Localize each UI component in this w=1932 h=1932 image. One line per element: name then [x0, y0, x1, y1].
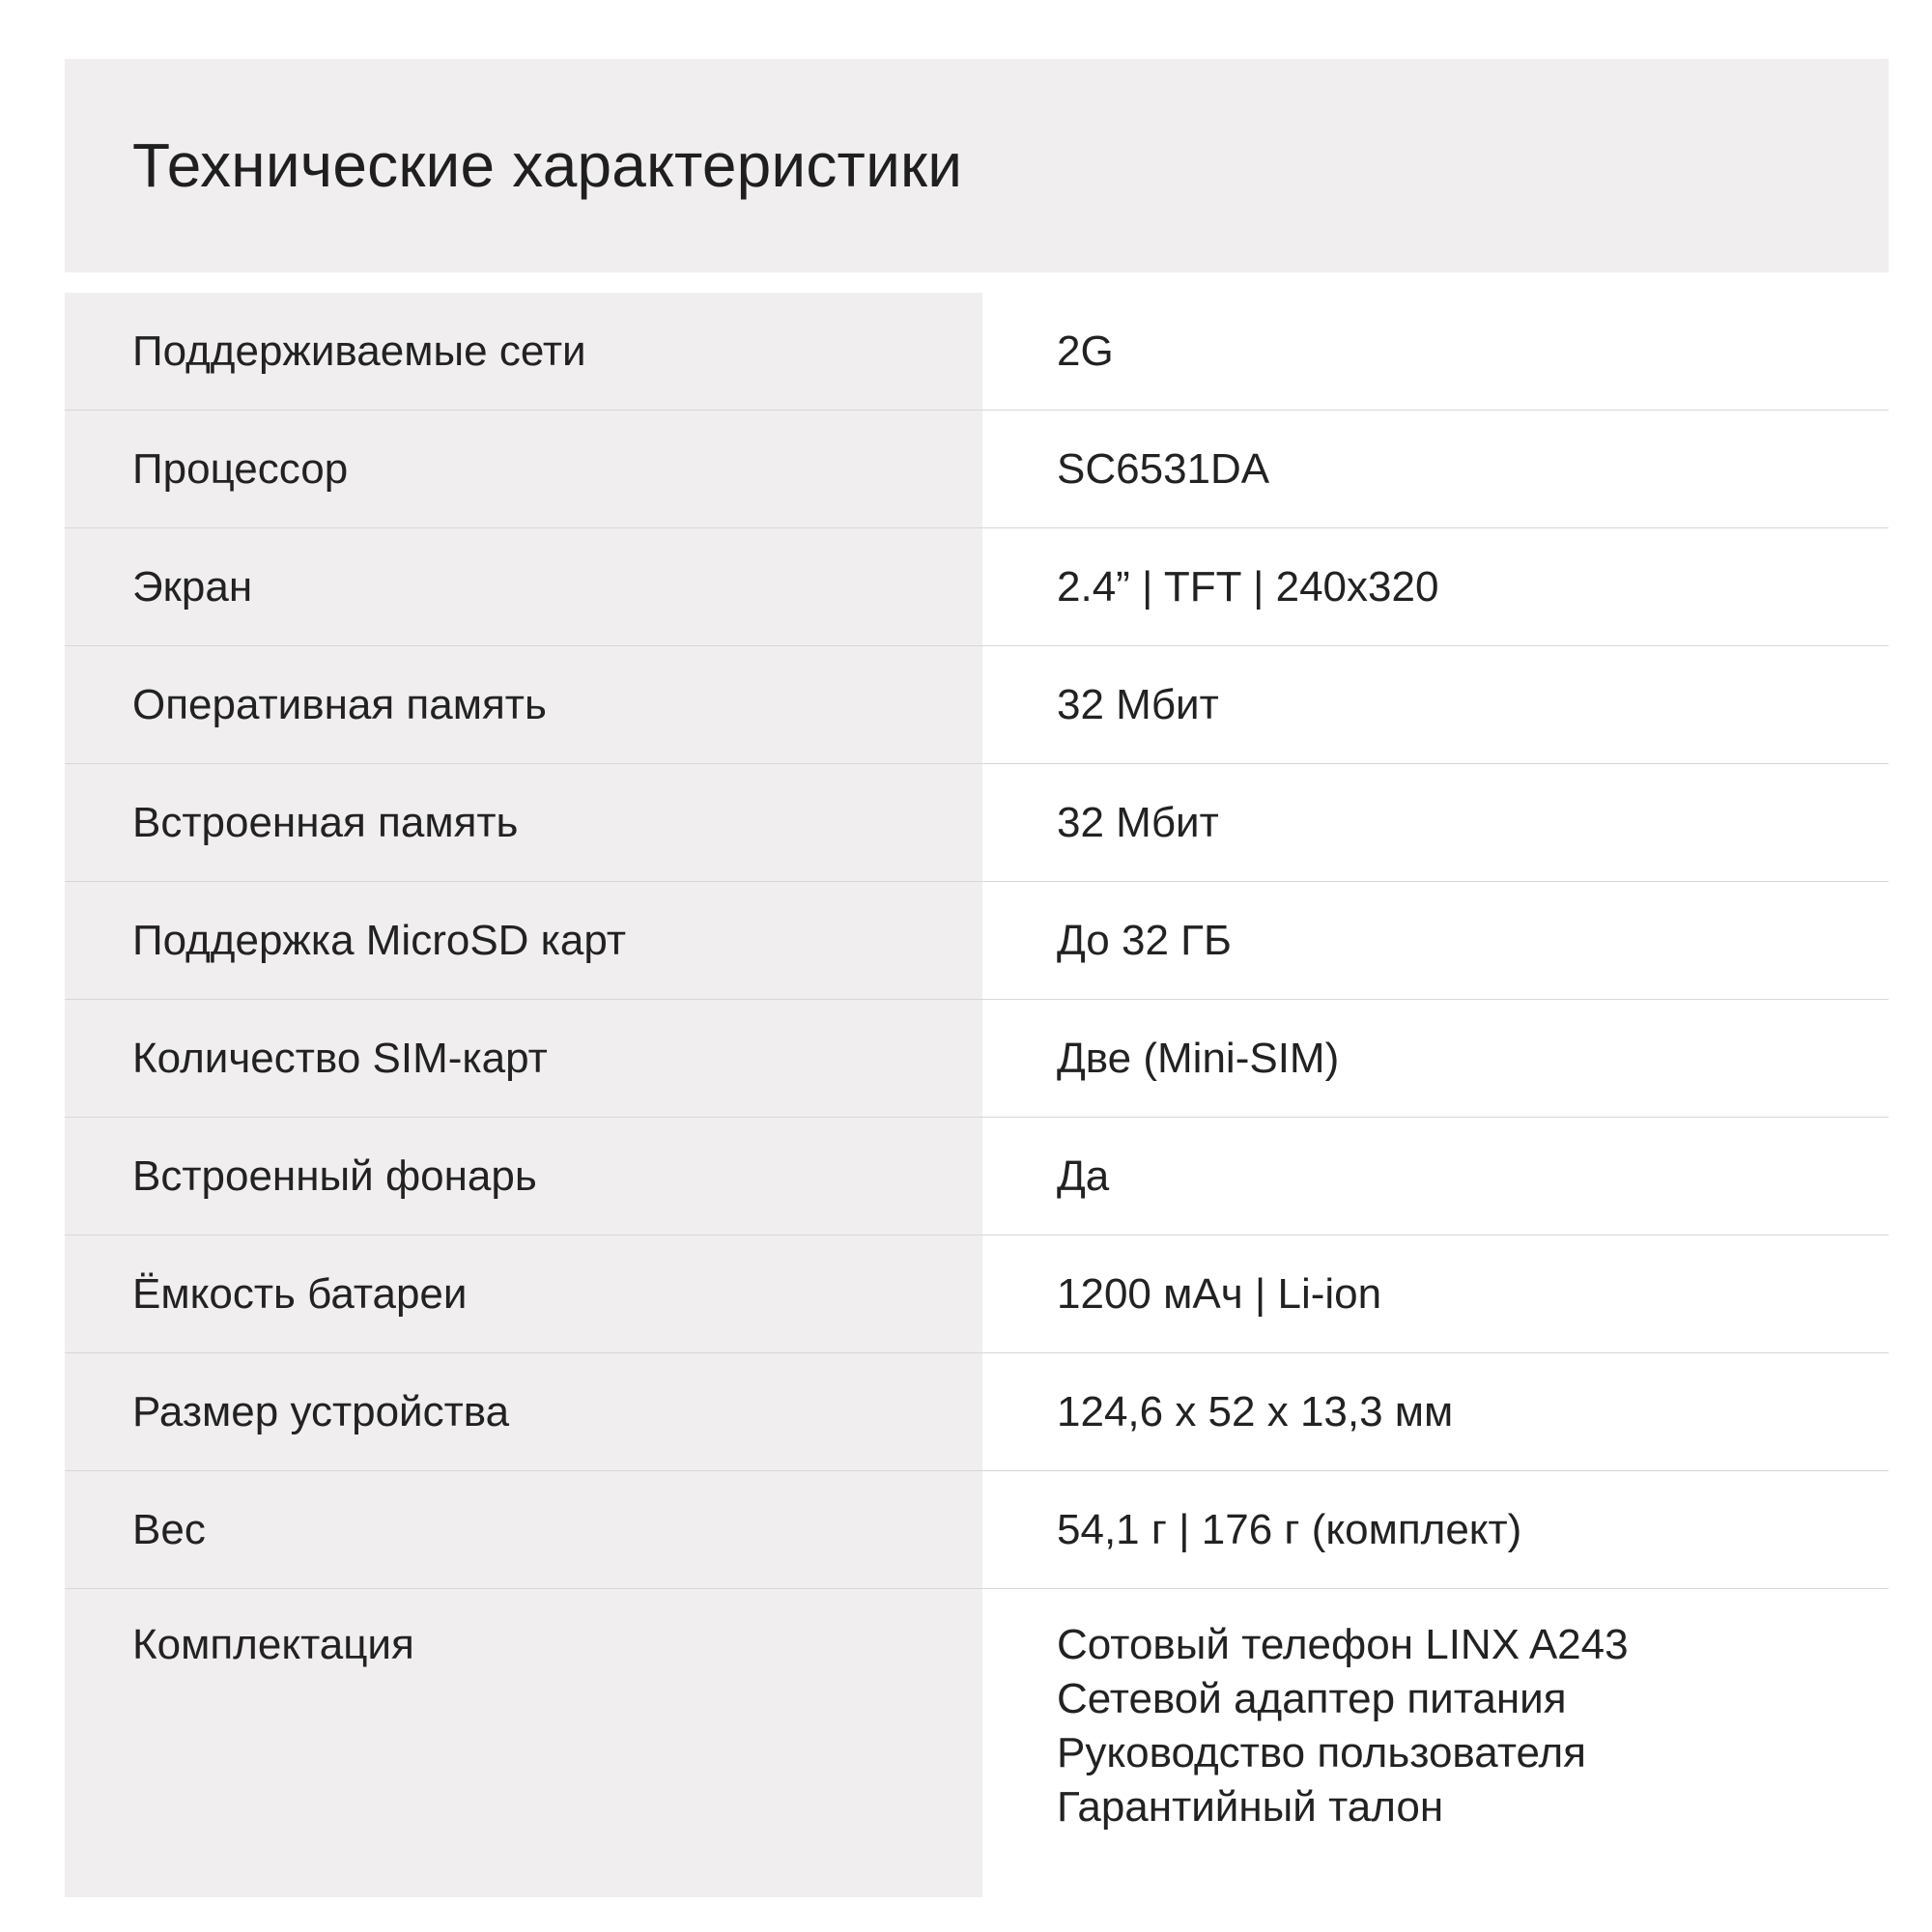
- spec-row-microsd: [65, 882, 1889, 1000]
- spec-value: 1200 мАч | Li-ion: [1057, 1270, 1382, 1318]
- package-item: Руководство пользователя: [1057, 1729, 1586, 1776]
- spec-value: Две (Mini-SIM): [1057, 1035, 1340, 1082]
- specs-table: [65, 293, 1889, 1897]
- spec-label: Размер устройства: [132, 1388, 510, 1435]
- spec-row-screen: [65, 528, 1889, 646]
- spec-row-storage: [65, 764, 1889, 882]
- spec-value: До 32 ГБ: [1057, 917, 1232, 964]
- package-item: Сотовый телефон LINX A243: [1057, 1621, 1629, 1668]
- spec-label: Вес: [132, 1506, 206, 1553]
- spec-label: Встроенная память: [132, 799, 519, 846]
- spec-value: SC6531DA: [1057, 445, 1270, 493]
- spec-value: 32 Мбит: [1057, 799, 1219, 846]
- spec-row-networks: [65, 293, 1889, 411]
- spec-row-ram: [65, 646, 1889, 764]
- specs-header: [65, 59, 1889, 272]
- spec-value: Да: [1057, 1152, 1110, 1200]
- spec-label: Экран: [132, 563, 253, 611]
- spec-label: Количество SIM-карт: [132, 1035, 548, 1082]
- spec-label: Оперативная память: [132, 681, 547, 728]
- spec-value: 2G: [1057, 327, 1114, 375]
- spec-row-package: [65, 1589, 1889, 1897]
- spec-label: Ёмкость батареи: [132, 1270, 468, 1318]
- package-item: Гарантийный талон: [1057, 1783, 1444, 1831]
- spec-value: 2.4” | TFT | 240x320: [1057, 563, 1439, 611]
- spec-label: Процессор: [132, 445, 349, 493]
- spec-label: Поддержка MicroSD карт: [132, 917, 627, 964]
- spec-row-sim: [65, 1000, 1889, 1118]
- spec-label: Встроенный фонарь: [132, 1152, 537, 1200]
- spec-label: Поддерживаемые сети: [132, 327, 586, 375]
- spec-value: 54,1 г | 176 г (комплект): [1057, 1506, 1522, 1553]
- spec-value: 32 Мбит: [1057, 681, 1219, 728]
- package-contents-list: [1057, 1618, 1629, 1834]
- package-item: Сетевой адаптер питания: [1057, 1675, 1567, 1722]
- spec-row-dimensions: [65, 1353, 1889, 1471]
- spec-label: Комплектация: [132, 1621, 414, 1668]
- spec-row-processor: [65, 411, 1889, 528]
- spec-value: 124,6 x 52 x 13,3 мм: [1057, 1388, 1454, 1435]
- spec-row-battery: [65, 1236, 1889, 1353]
- spec-row-flashlight: [65, 1118, 1889, 1236]
- page-title: Технические характеристики: [132, 130, 963, 200]
- spec-row-weight: [65, 1471, 1889, 1589]
